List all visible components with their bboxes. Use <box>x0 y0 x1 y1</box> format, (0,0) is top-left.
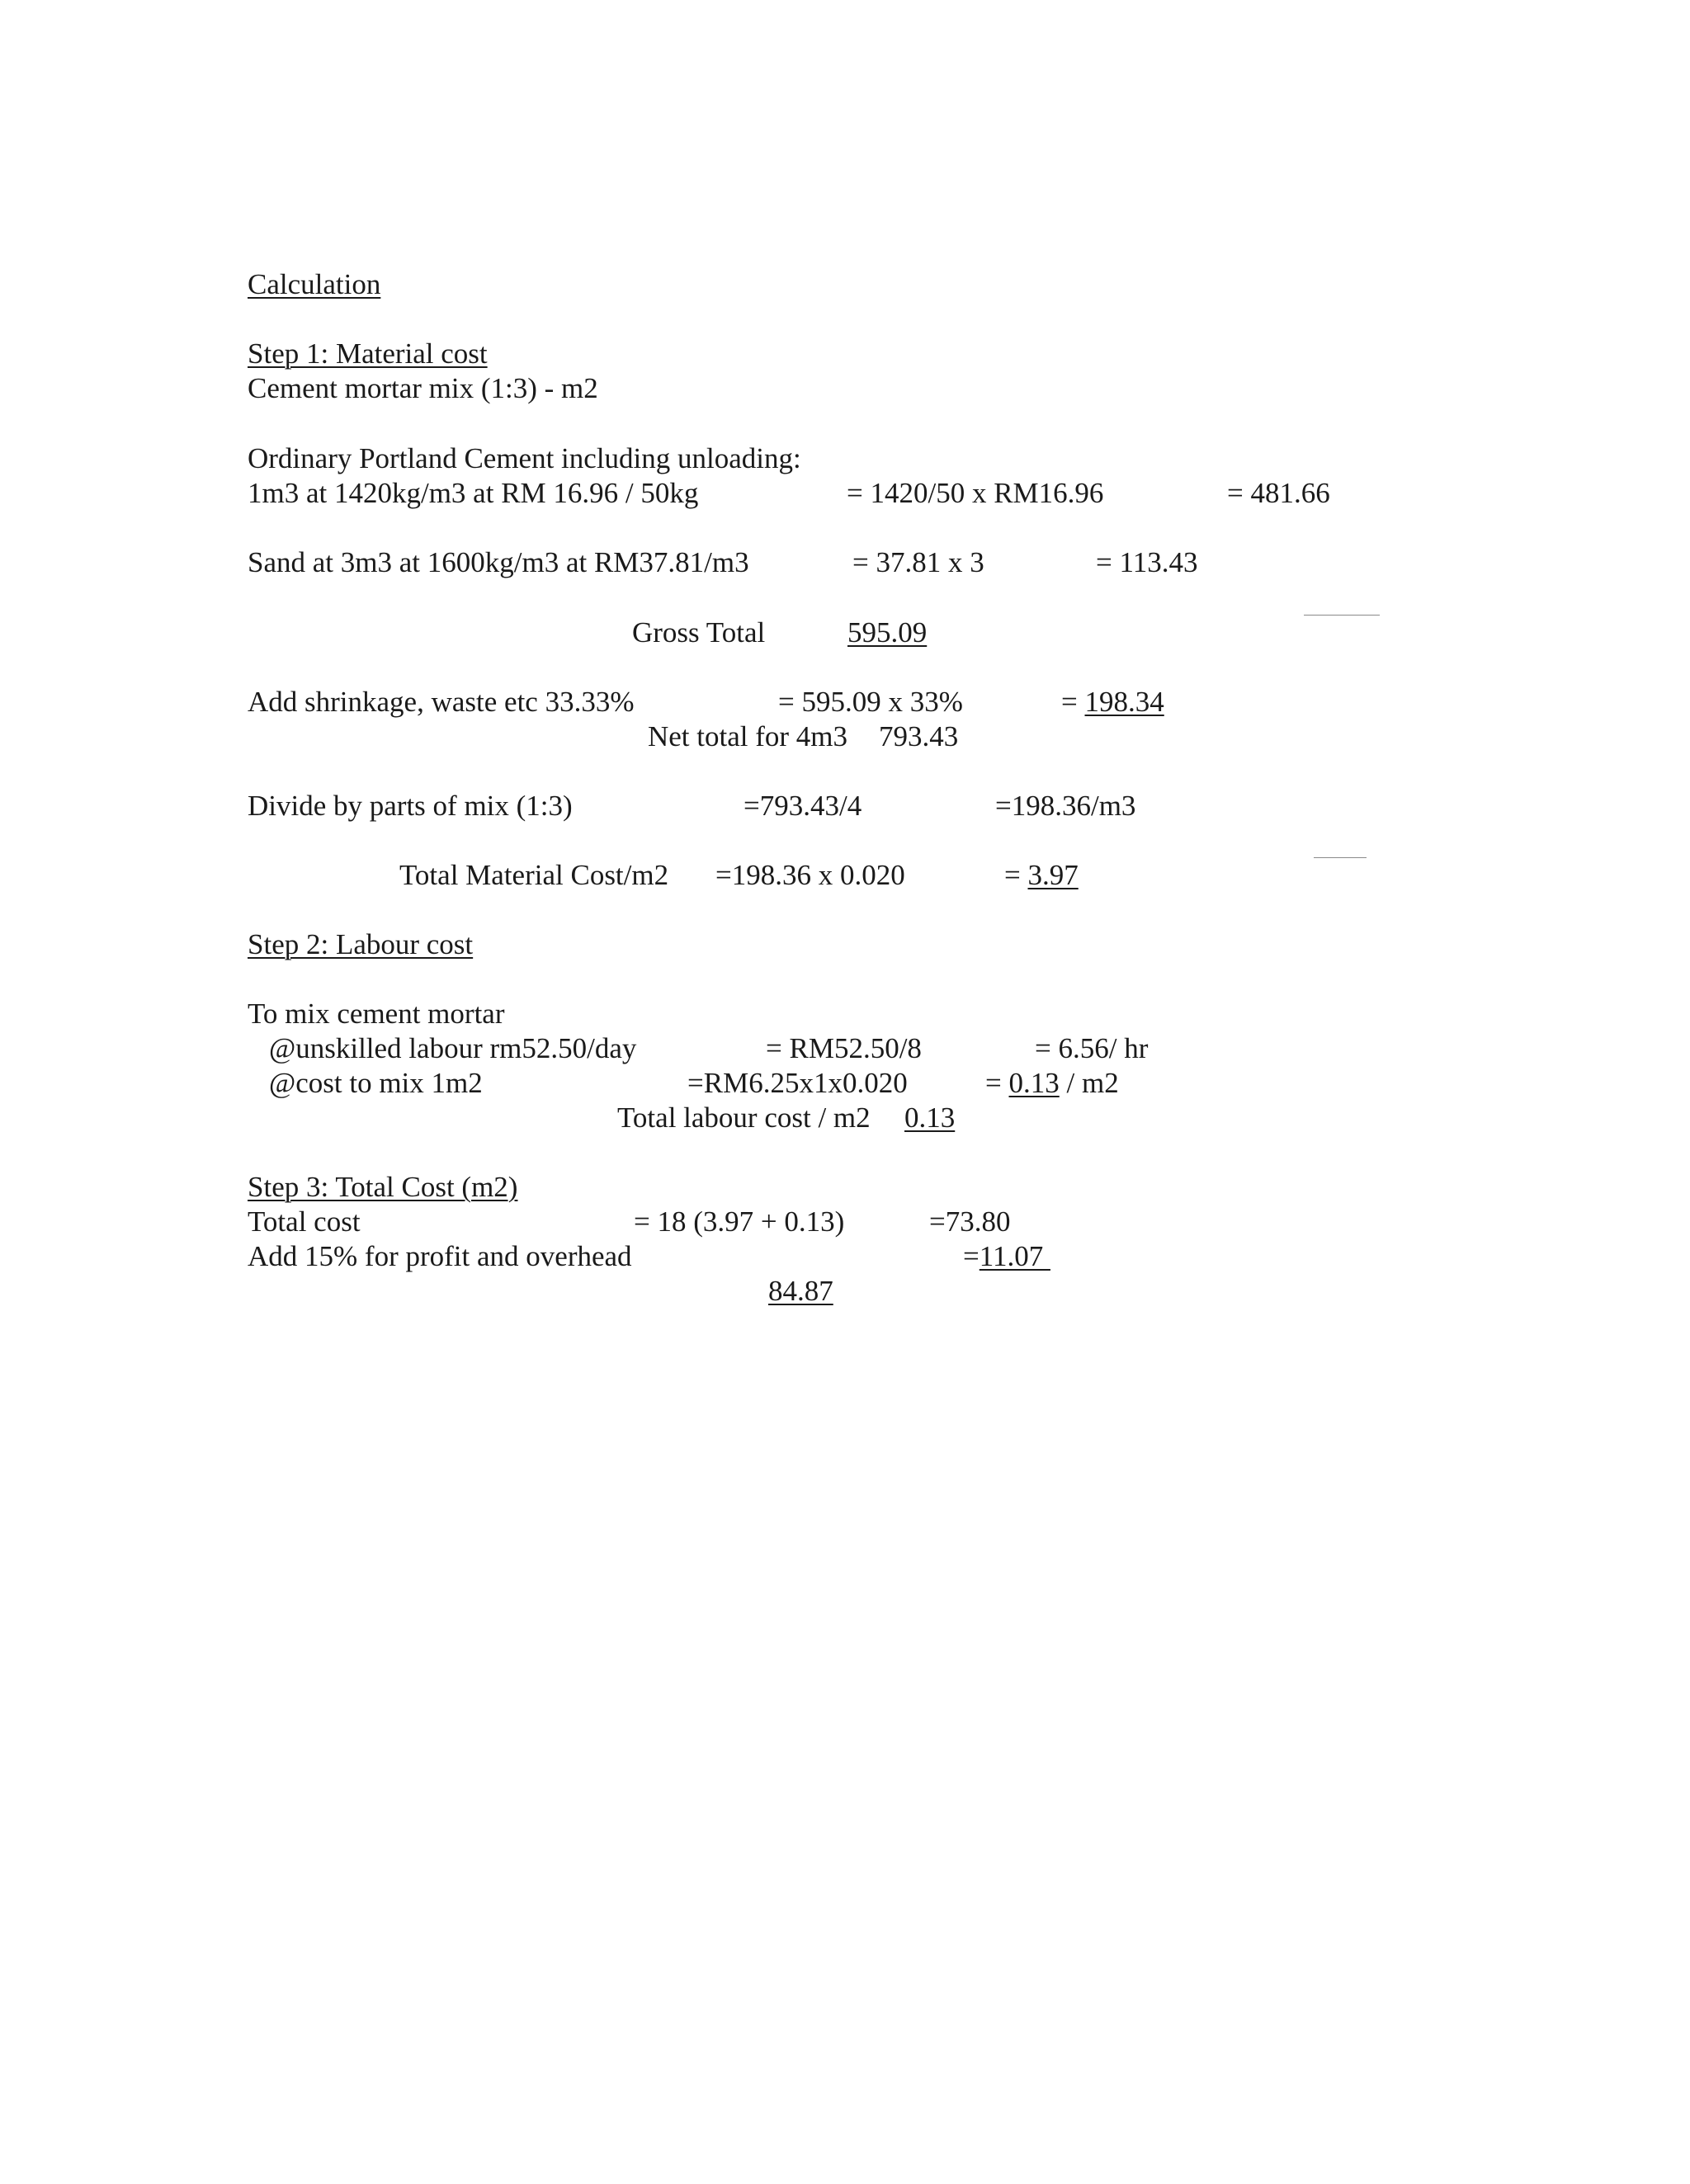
cost-mix-calc: =RM6.25x1x0.020 <box>687 1067 908 1099</box>
total-material-result-prefix: = <box>1004 859 1028 891</box>
opc-result: = 481.66 <box>1227 477 1330 509</box>
total-labour-label: Total labour cost / m2 <box>617 1101 871 1134</box>
document-title: Calculation <box>248 268 381 300</box>
total-labour-value: 0.13 <box>904 1101 956 1134</box>
profit-result-value: 11.07 <box>979 1240 1050 1272</box>
material-separator-line <box>1314 857 1367 858</box>
net-total-value: 793.43 <box>879 720 959 752</box>
total-material-label: Total Material Cost/m2 <box>399 859 669 891</box>
total-cost-calc: = 18 (3.97 + 0.13) <box>634 1205 845 1238</box>
total-material-calc: =198.36 x 0.020 <box>715 859 905 891</box>
sand-calc: = 37.81 x 3 <box>852 546 984 578</box>
final-total-value: 84.87 <box>768 1275 833 1307</box>
cost-mix-result <box>985 1066 1119 1101</box>
shrinkage-desc: Add shrinkage, waste etc 33.33% <box>248 686 635 718</box>
profit-result-prefix: = <box>963 1240 980 1272</box>
sand-desc: Sand at 3m3 at 1600kg/m3 at RM37.81/m3 <box>248 546 749 578</box>
net-total-label: Net total for 4m3 <box>648 720 848 752</box>
gross-total-label: Gross Total <box>632 616 766 649</box>
total-material-result <box>1004 858 1079 893</box>
step2-heading: Step 2: Labour cost <box>248 928 474 960</box>
opc-desc: 1m3 at 1420kg/m3 at RM 16.96 / 50kg <box>248 477 699 509</box>
gross-separator-line <box>1304 615 1380 616</box>
profit-label: Add 15% for profit and overhead <box>248 1240 632 1272</box>
shrinkage-result-value: 198.34 <box>1084 686 1164 718</box>
unskilled-calc: = RM52.50/8 <box>766 1032 922 1064</box>
unskilled-desc: @unskilled labour rm52.50/day <box>269 1032 637 1064</box>
cost-mix-result-suffix: / m2 <box>1059 1067 1119 1099</box>
opc-calc: = 1420/50 x RM16.96 <box>847 477 1104 509</box>
step1-heading: Step 1: Material cost <box>248 337 488 370</box>
divide-desc: Divide by parts of mix (1:3) <box>248 790 573 822</box>
unskilled-result: = 6.56/ hr <box>1035 1032 1149 1064</box>
cost-mix-desc: @cost to mix 1m2 <box>269 1067 483 1099</box>
shrinkage-calc: = 595.09 x 33% <box>778 686 963 718</box>
mix-label: To mix cement mortar <box>248 998 505 1030</box>
cost-mix-result-prefix: = <box>985 1067 1009 1099</box>
shrinkage-result <box>1061 685 1164 719</box>
shrinkage-result-prefix: = <box>1061 686 1085 718</box>
divide-calc: =793.43/4 <box>744 790 862 822</box>
opc-label: Ordinary Portland Cement including unloading: <box>248 442 801 474</box>
step3-heading: Step 3: Total Cost (m2) <box>248 1171 518 1203</box>
gross-total-value: 595.09 <box>847 616 928 649</box>
divide-result: =198.36/m3 <box>995 790 1136 822</box>
total-cost-label: Total cost <box>248 1205 361 1238</box>
total-material-result-value: 3.97 <box>1027 859 1079 891</box>
total-cost-result: =73.80 <box>929 1205 1011 1238</box>
profit-result <box>963 1239 1050 1274</box>
sand-result: = 113.43 <box>1096 546 1198 578</box>
cost-mix-result-value: 0.13 <box>1008 1067 1060 1099</box>
step1-subtitle: Cement mortar mix (1:3) - m2 <box>248 372 598 404</box>
